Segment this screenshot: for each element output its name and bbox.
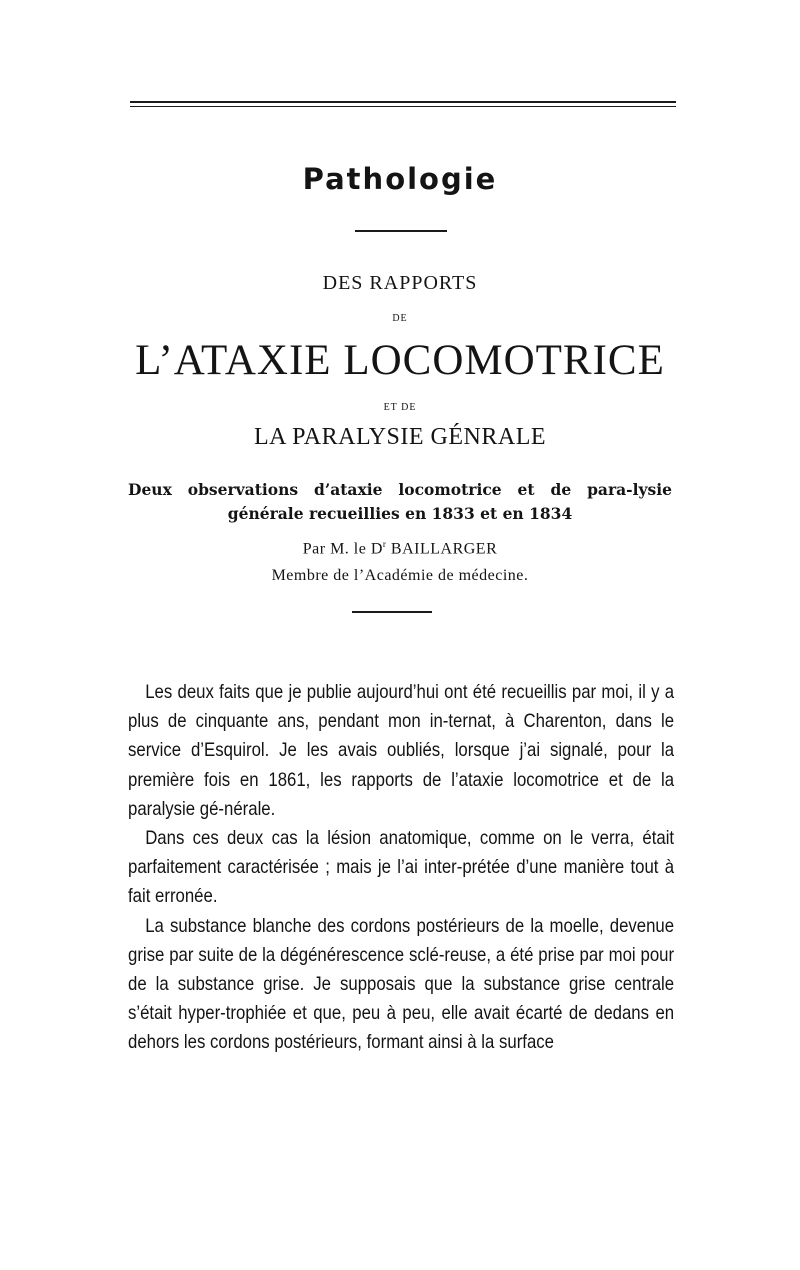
body-paragraph: Les deux faits que je publie aujourd’hui ont été recueillis par moi, il y a plus de cinquante ans, pendant mon in-ternat, à Charenton, dans le service d’Esquirol. Je les avais oubliés, lorsque j’ai signalé, pour la première fois en 1861, les rapports de l’ataxie locomotrice et de la paralysie gé-nérale. [128,681,675,820]
sub-title: LA PARALYSIE GÉNRALE [253,424,547,450]
author-title-sup: r [382,539,387,549]
author-affiliation: Membre de l’Académie de médecine. [271,567,529,584]
title-connector-et-de: ET DE [383,402,417,413]
body-divider [352,611,432,613]
author-prefix: Par M. le D [302,540,383,558]
main-title: L’ATAXIE LOCOMOTRICE [135,337,665,384]
title-connector-de: DE [392,313,408,324]
body-paragraph: Dans ces deux cas la lésion anatomique, comme on le verra, était parfaitement caractérisée ; mais je l’ai inter-prétée d’une manière tout à fait erronée. [128,827,675,908]
header-rule-thin [130,106,676,107]
body-paragraph: La substance blanche des cordons postérieurs de la moelle, devenue grise par suite de la dégénérescence sclé-reuse, a été prise par moi pour de la substance grise. Je supposais que la substance grise centrale s’était hyper-trophiée et que, peu à peu, elle avait écarté de dedans en dehors les cordons postérieurs, formant ainsi à la surface [128,914,675,1054]
author-line [0,539,800,558]
bold-subtitle: Deux observations d’ataxie locomotrice et de para-lysie générale recueillies en 1833 et en 1834 [128,480,672,523]
section-heading: Pathologie [302,162,498,196]
article-body [128,678,675,1058]
section-divider [355,230,447,232]
author-name: BAILLARGER [386,540,498,558]
pre-title: DES RAPPORTS [322,272,478,294]
header-rule-thick [130,101,676,103]
